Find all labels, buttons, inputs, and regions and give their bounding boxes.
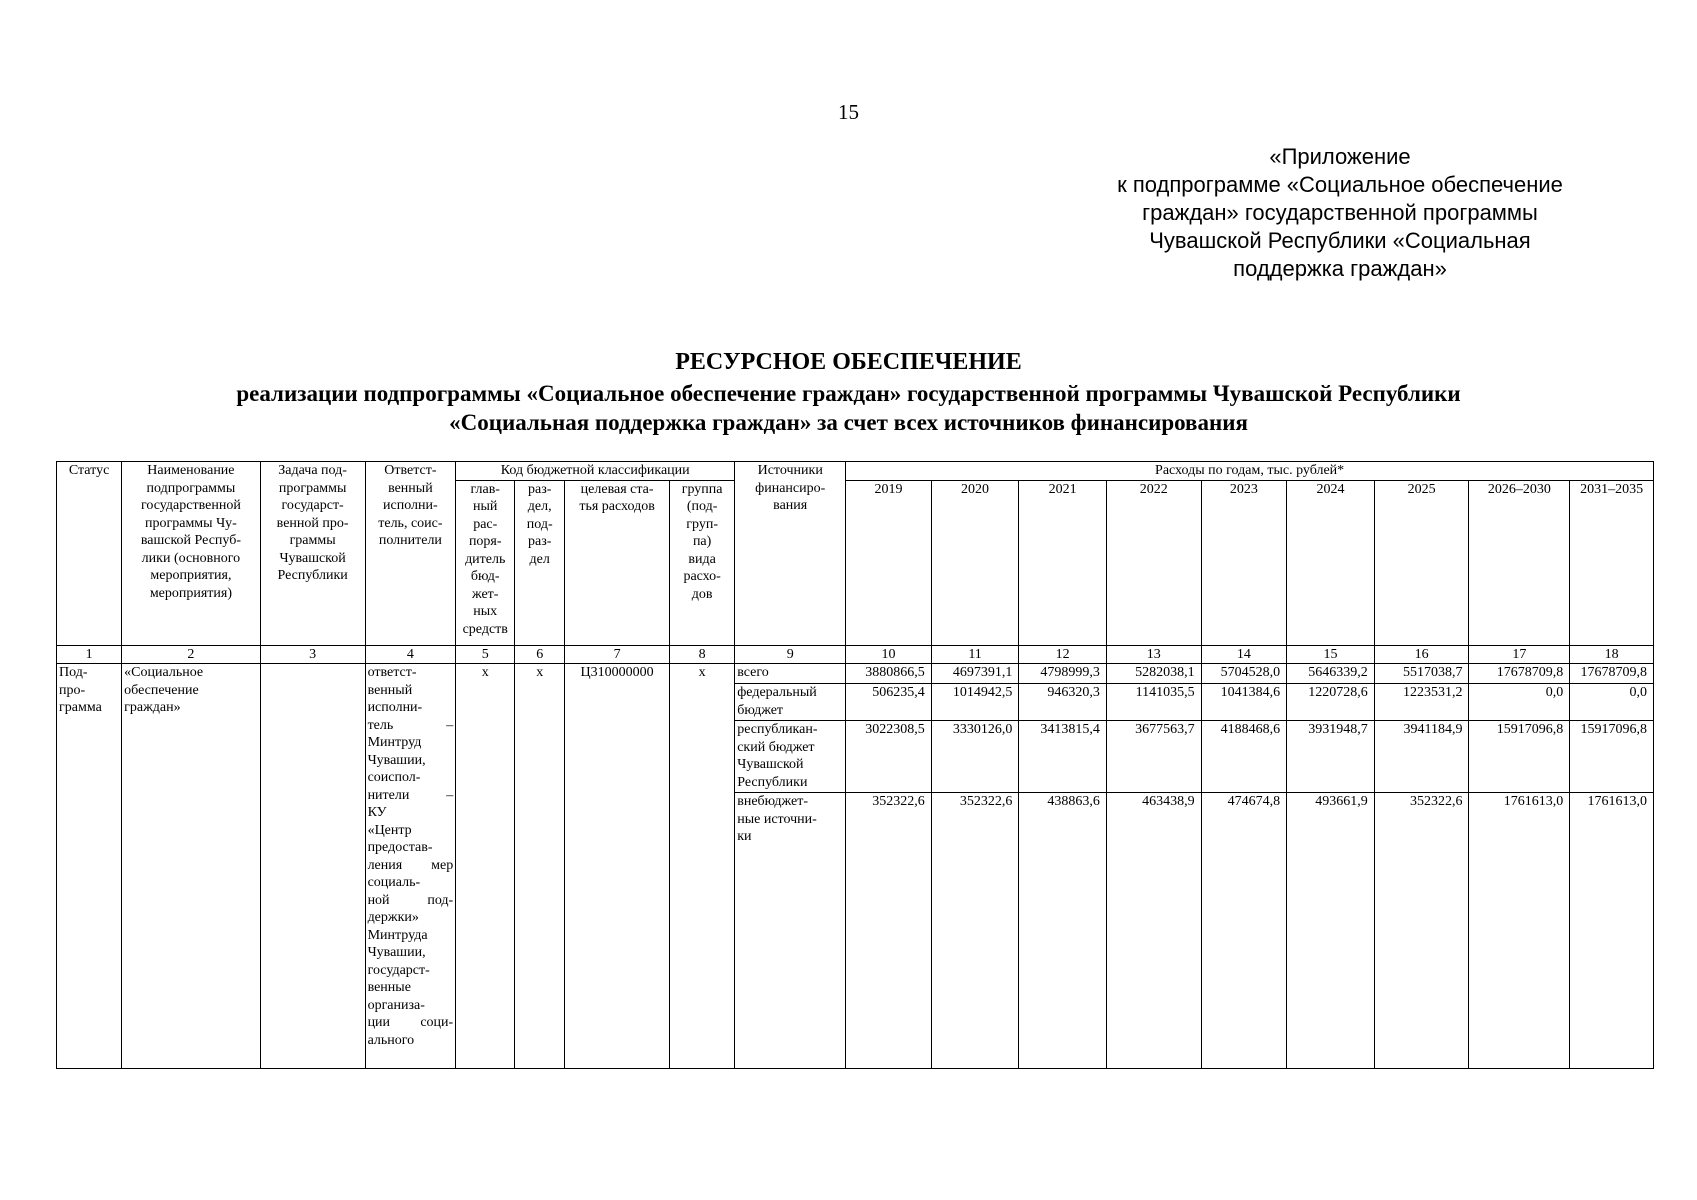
- text-line: программы: [278, 480, 347, 496]
- funding-source: [735, 684, 846, 721]
- funding-value: 493661,9: [1287, 793, 1375, 1069]
- funding-source: [735, 664, 846, 684]
- text-line: тель –: [367, 717, 454, 733]
- column-number: 17: [1469, 645, 1570, 664]
- text-line: ответст-: [367, 665, 417, 680]
- appendix-line: «Приложение: [1269, 144, 1411, 169]
- funding-value: 3677563,7: [1106, 721, 1201, 793]
- text-line: венный: [367, 682, 413, 698]
- header-name: [122, 462, 261, 646]
- text-line: государст-: [367, 962, 430, 978]
- funding-value: 3941184,9: [1374, 721, 1469, 793]
- page-number: 15: [838, 100, 859, 124]
- text-line: рас-: [473, 516, 498, 532]
- funding-value: 352322,6: [1374, 793, 1469, 1069]
- text-line: граждан»: [124, 700, 181, 715]
- column-number: 15: [1287, 645, 1375, 664]
- funding-value: 1014942,5: [931, 684, 1019, 721]
- text-line: Чувашской: [279, 550, 346, 566]
- row-target-article: Ц310000000: [565, 664, 670, 1069]
- text-line: обеспечение: [124, 682, 199, 698]
- header-task: [260, 462, 365, 646]
- column-number: 12: [1019, 645, 1107, 664]
- header-section: [515, 480, 565, 645]
- text-line: финансиро-: [755, 480, 826, 496]
- column-number: 13: [1106, 645, 1201, 664]
- text-line: организа-: [367, 997, 425, 1013]
- text-line: республикан-: [737, 722, 818, 737]
- text-line: предостав-: [367, 840, 433, 855]
- text-line: венные: [367, 980, 411, 995]
- header-expense-group: [670, 480, 735, 645]
- text-line: расхо-: [683, 569, 721, 584]
- text-line: Республики: [277, 568, 348, 583]
- text-line: раз-: [528, 534, 552, 549]
- text-line: граммы: [289, 533, 336, 548]
- text-line: ных: [473, 604, 498, 619]
- text-line: средств: [462, 621, 508, 637]
- text-line: «Социальное: [124, 665, 204, 680]
- text-line: ального: [367, 1032, 415, 1048]
- row-section: х: [515, 664, 565, 1069]
- appendix-note: [1080, 143, 1600, 283]
- header-executor: [365, 462, 456, 646]
- row-main-manager: х: [456, 664, 515, 1069]
- header-year: 2025: [1374, 480, 1469, 645]
- text-line: (под-: [686, 499, 718, 514]
- text-line: подпрограммы: [146, 480, 236, 496]
- funding-value: 352322,6: [931, 793, 1019, 1069]
- text-line: па): [692, 534, 712, 549]
- text-line: ные источни-: [737, 811, 817, 827]
- text-line: Республики: [737, 774, 808, 790]
- header-year: 2022: [1106, 480, 1201, 645]
- header-status: Статус: [57, 462, 122, 646]
- text-line: «Центр: [367, 822, 412, 838]
- resource-table: [56, 461, 1654, 1069]
- row-task: [260, 664, 365, 1069]
- column-number: 4: [365, 645, 456, 664]
- text-line: лики (основного: [141, 550, 241, 566]
- text-line: государст-: [281, 498, 344, 513]
- text-line: ный: [473, 499, 498, 514]
- document-title: РЕСУРСНОЕ ОБЕСПЕЧЕНИЕ: [675, 349, 1022, 375]
- text-line: федеральный: [737, 685, 817, 700]
- funding-value: 5646339,2: [1287, 664, 1375, 684]
- text-line: глав-: [470, 481, 500, 497]
- header-year: 2024: [1287, 480, 1375, 645]
- header-year: 2031–2035: [1570, 480, 1654, 645]
- text-line: Минтруда: [367, 927, 428, 943]
- funding-value: 352322,6: [846, 793, 932, 1069]
- funding-value: 15917096,8: [1570, 721, 1654, 793]
- funding-value: 4188468,6: [1201, 721, 1287, 793]
- text-line: нители –: [367, 787, 454, 803]
- funding-value: 1761613,0: [1469, 793, 1570, 1069]
- funding-value: 5704528,0: [1201, 664, 1287, 684]
- text-line: государственной: [141, 498, 241, 513]
- header-expenses: Расходы по годам, тыс. рублей*: [846, 462, 1654, 481]
- header-budget-code: Код бюджетной классификации: [456, 462, 735, 481]
- appendix-line: к подпрограмме «Социальное обеспечение: [1117, 172, 1563, 197]
- text-line: тель, соис-: [378, 515, 443, 531]
- column-number: 14: [1201, 645, 1287, 664]
- header-year: 2026–2030: [1469, 480, 1570, 645]
- text-line: ки: [737, 829, 752, 844]
- header-sources: [735, 462, 846, 646]
- column-numbers-row: [57, 645, 1654, 664]
- column-number: 1: [57, 645, 122, 664]
- text-line: грамма: [59, 700, 102, 715]
- funding-value: 474674,8: [1201, 793, 1287, 1069]
- funding-value: 1141035,5: [1106, 684, 1201, 721]
- text-line: раз-: [528, 481, 552, 497]
- appendix-line: Чувашской Республики «Социальная: [1149, 228, 1531, 253]
- column-number: 11: [931, 645, 1019, 664]
- text-line: ной под-: [367, 892, 454, 908]
- funding-value: 1041384,6: [1201, 684, 1287, 721]
- text-line: венной про-: [276, 515, 349, 531]
- header-year: 2020: [931, 480, 1019, 645]
- funding-value: 1220728,6: [1287, 684, 1375, 721]
- text-line: исполни-: [383, 498, 438, 513]
- row-status: [57, 664, 122, 1069]
- text-line: жет-: [471, 586, 499, 602]
- row-name: [122, 664, 261, 1069]
- appendix-line: граждан» государственной программы: [1142, 200, 1538, 225]
- text-line: КУ: [367, 805, 387, 820]
- column-number: 18: [1570, 645, 1654, 664]
- row-expense-group: х: [670, 664, 735, 1069]
- funding-value: 4798999,3: [1019, 664, 1107, 684]
- column-number: 8: [670, 645, 735, 664]
- funding-value: 3022308,5: [846, 721, 932, 793]
- text-line: полнители: [378, 533, 442, 548]
- text-line: мероприятия,: [150, 568, 232, 583]
- text-line: Чувашской: [737, 757, 804, 772]
- text-line: под-: [526, 516, 553, 532]
- text-line: про-: [59, 682, 86, 698]
- text-line: Чувашии,: [367, 945, 426, 960]
- text-line: поря-: [468, 534, 502, 549]
- text-line: вания: [773, 498, 808, 513]
- funding-value: 17678709,8: [1570, 664, 1654, 684]
- text-line: бюд-: [470, 569, 500, 584]
- text-line: мероприятия): [149, 585, 233, 601]
- funding-value: 463438,9: [1106, 793, 1201, 1069]
- funding-value: 3413815,4: [1019, 721, 1107, 793]
- funding-value: 946320,3: [1019, 684, 1107, 721]
- column-number: 5: [456, 645, 515, 664]
- column-number: 10: [846, 645, 932, 664]
- column-number: 3: [260, 645, 365, 664]
- text-line: венный: [388, 480, 433, 496]
- text-line: груп-: [686, 516, 718, 532]
- text-line: тья расходов: [579, 499, 655, 514]
- funding-value: 3330126,0: [931, 721, 1019, 793]
- text-line: Чувашии,: [367, 752, 426, 768]
- column-number: 16: [1374, 645, 1469, 664]
- text-line: держки»: [367, 910, 419, 925]
- text-line: бюджет: [737, 702, 784, 718]
- header-main-manager: [456, 480, 515, 645]
- text-line: Минтруд: [367, 735, 422, 750]
- column-number: 7: [565, 645, 670, 664]
- text-line: Задача под-: [278, 463, 347, 478]
- text-line: целевая ста-: [580, 481, 654, 497]
- text-line: дел,: [527, 499, 552, 514]
- funding-value: 1761613,0: [1570, 793, 1654, 1069]
- funding-value: 0,0: [1570, 684, 1654, 721]
- text-line: дитель: [465, 551, 506, 567]
- text-line: вида: [688, 551, 716, 567]
- funding-value: 15917096,8: [1469, 721, 1570, 793]
- text-line: Источники: [757, 463, 823, 478]
- text-line: ления мер: [367, 857, 454, 873]
- column-number: 2: [122, 645, 261, 664]
- text-line: Под-: [59, 665, 88, 680]
- funding-value: 506235,4: [846, 684, 932, 721]
- text-line: вашской Респуб-: [140, 533, 242, 548]
- funding-value: 438863,6: [1019, 793, 1107, 1069]
- header-year: 2021: [1019, 480, 1107, 645]
- text-line: Ответст-: [384, 463, 437, 478]
- header-target-article: [565, 480, 670, 645]
- text-line: дел: [529, 551, 550, 567]
- column-number: 6: [515, 645, 565, 664]
- table-row: [57, 664, 1654, 684]
- funding-value: 0,0: [1469, 684, 1570, 721]
- header-year: 2023: [1201, 480, 1287, 645]
- funding-source: [735, 721, 846, 793]
- text-line: исполни-: [367, 700, 423, 715]
- document-subtitle-line1: реализации подпрограммы «Социальное обеспечение граждан» государственной программы Чувашской Республики: [236, 381, 1461, 406]
- funding-value: 3880866,5: [846, 664, 932, 684]
- funding-value: 5517038,7: [1374, 664, 1469, 684]
- text-line: группа: [681, 481, 723, 497]
- funding-value: 5282038,1: [1106, 664, 1201, 684]
- document-subtitle-line2: «Социальная поддержка граждан» за счет всех источников финансирования: [449, 410, 1248, 435]
- text-line: внебюджет-: [737, 794, 809, 809]
- text-line: ский бюджет: [737, 739, 815, 755]
- funding-value: 4697391,1: [931, 664, 1019, 684]
- text-line: Наименование: [147, 463, 235, 478]
- funding-value: 17678709,8: [1469, 664, 1570, 684]
- text-line: соиспол-: [367, 770, 421, 785]
- text-line: социаль-: [367, 875, 421, 890]
- row-executor: [365, 664, 456, 1069]
- funding-value: 3931948,7: [1287, 721, 1375, 793]
- text-line: дов: [691, 586, 713, 602]
- text-line: ции соци-: [367, 1015, 454, 1030]
- funding-value: 1223531,2: [1374, 684, 1469, 721]
- text-line: всего: [737, 665, 769, 680]
- text-line: программы Чу-: [145, 515, 237, 531]
- column-number: 9: [735, 645, 846, 664]
- header-year: 2019: [846, 480, 932, 645]
- appendix-line: поддержка граждан»: [1233, 256, 1447, 281]
- funding-source: [735, 793, 846, 1069]
